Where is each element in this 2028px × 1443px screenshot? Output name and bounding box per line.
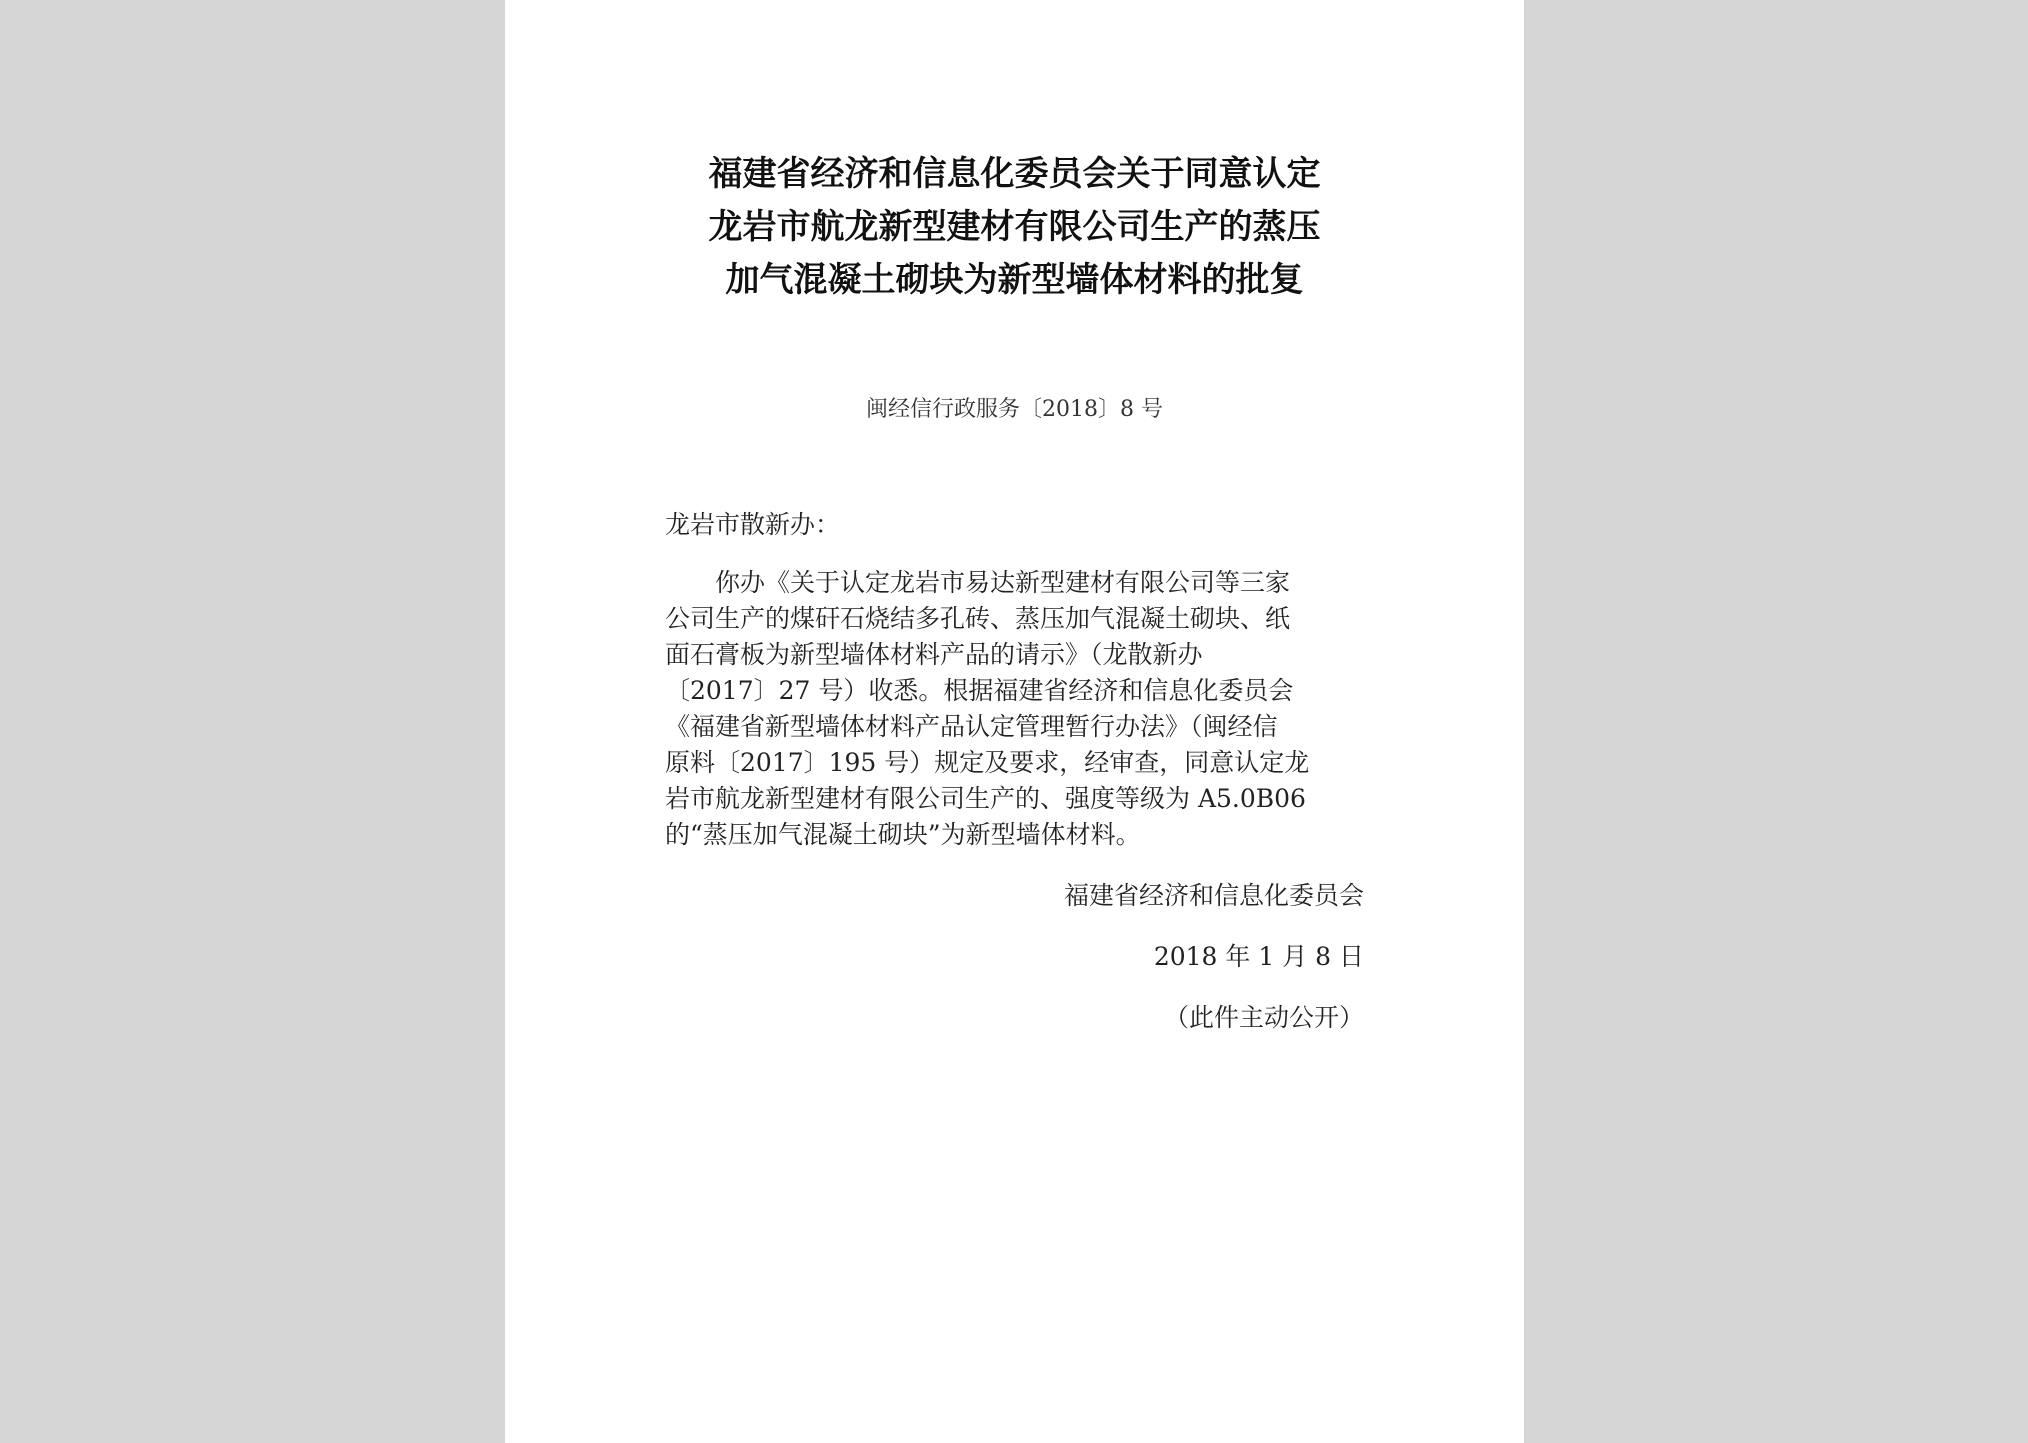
body-line: 原料〔2017〕195 号）规定及要求，经审查，同意认定龙 (665, 748, 1310, 777)
document-number: 闽经信行政服务〔2018〕8 号 (866, 397, 1163, 422)
signer: 福建省经济和信息化委员会 (1063, 881, 1364, 910)
body-line: 公司生产的煤矸石烧结多孔砖、蒸压加气混凝土砌块、纸 (665, 604, 1291, 633)
body-line: 《福建省新型墙体材料产品认定管理暂行办法》（闽经信 (665, 712, 1278, 741)
body-line: 你办《关于认定龙岩市易达新型建材有限公司等三家 (715, 568, 1291, 597)
body-line: 〔2017〕27 号）收悉。根据福建省经济和信息化委员会 (665, 676, 1294, 705)
body-line: 的“蒸压加气混凝土砌块”为新型墙体材料。 (665, 820, 1141, 849)
salutation: 龙岩市散新办： (665, 510, 841, 539)
disclosure-note: （此件主动公开） (1163, 1003, 1364, 1032)
body-line: 岩市航龙新型建材有限公司生产的、强度等级为 A5.0B06 (665, 784, 1306, 813)
body-paragraph (665, 565, 1365, 853)
title-line: 福建省经济和信息化委员会关于同意认定 (708, 154, 1321, 194)
issue-date: 2018 年 1 月 8 日 (1153, 942, 1364, 971)
document-title (505, 148, 1524, 307)
title-line: 加气混凝土砌块为新型墙体材料的批复 (725, 260, 1304, 300)
document-page (505, 0, 1524, 1443)
body-line: 面石膏板为新型墙体材料产品的请示》（龙散新办 (665, 640, 1203, 669)
title-line: 龙岩市航龙新型建材有限公司生产的蒸压 (708, 207, 1321, 247)
